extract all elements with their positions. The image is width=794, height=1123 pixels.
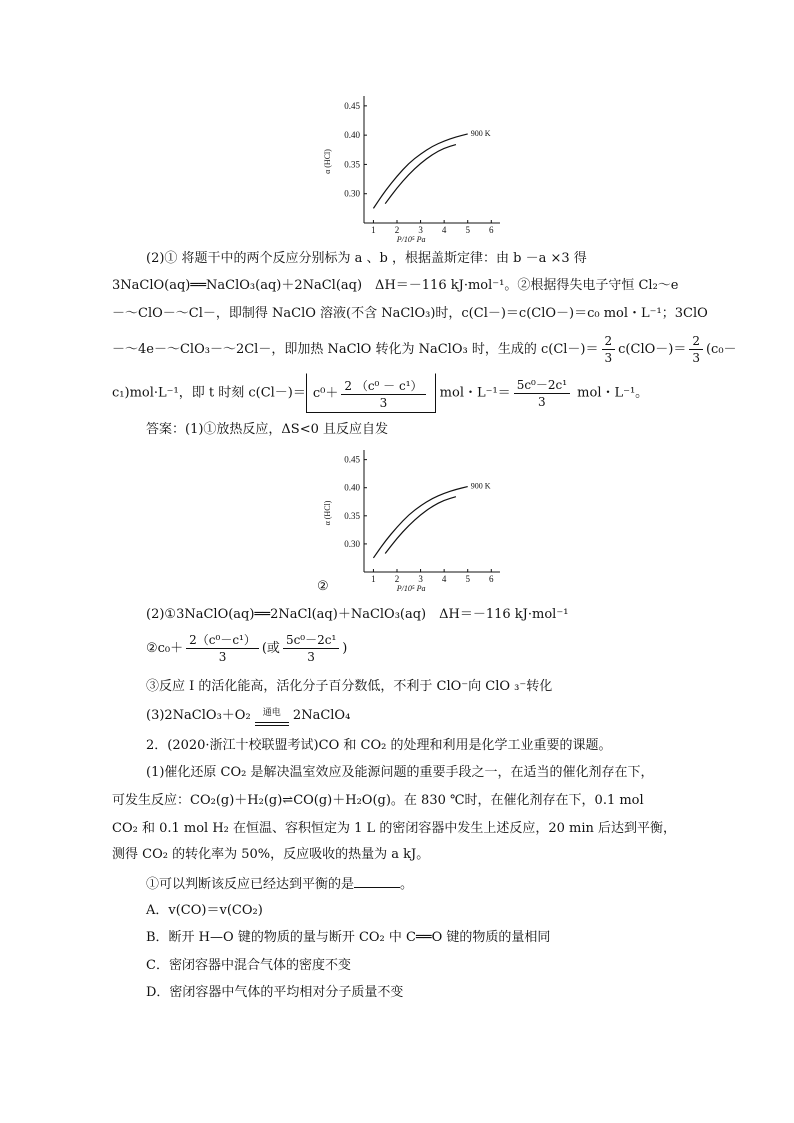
x-tick-label: 2 [394, 225, 400, 235]
y-tick-label: 0.30 [344, 188, 360, 199]
question-2-sub-1-end: 。 [400, 877, 414, 892]
p2-line-4 [112, 333, 737, 366]
question-2-line-1: (1)催化还原 CO₂ 是解决温室效应及能源问题的重要手段之一，在适当的催化剂存在下， [146, 765, 654, 780]
answer-2-3: ③反应 Ⅰ 的活化能高，活化分子百分数低，不利于 ClO⁻向 ClO ₃⁻转化 [146, 679, 553, 694]
answer-heading: 答案：(1)①放热反应，ΔS<0 且反应自发 [146, 422, 389, 437]
option-a: A．v(CO)＝v(CO₂) [146, 903, 263, 918]
question-2-line-2: 可发生反应：CO₂(g)＋H₂(g)⇌CO(g)＋H₂O(g)。在 830 ℃时，在催化剂存在下，0.1 mol [112, 793, 644, 808]
x-tick-label: 5 [465, 574, 470, 584]
p2-line-5 [112, 373, 648, 414]
y-tick-label: 0.30 [344, 538, 360, 549]
frac-den: 3 [604, 351, 613, 365]
question-2-line-3: CO₂ 和 0.1 mol H₂ 在恒温、容积恒定为 1 L 的密闭容器中发生上述反应，20 min 后达到平衡， [112, 821, 676, 836]
frac-num: 5c⁰－2c¹ [514, 377, 570, 394]
frac-ans-2 [283, 632, 339, 665]
y-tick-label: 0.40 [344, 482, 360, 493]
x-tick-label: 6 [489, 225, 494, 235]
option-d: D．密闭容器中气体的平均相对分子质量不变 [146, 985, 404, 1000]
x-axis-label: P/10⁵ Pa [396, 584, 426, 593]
answer-2-1: (2)①3NaClO(aq)══2NaCl(aq)＋NaClO₃(aq) ΔH＝－116 kJ·mol⁻¹ [146, 607, 569, 622]
p2-line-5-tail: mol・L⁻¹。 [573, 385, 649, 401]
answer-2-2b: (或 [261, 641, 280, 656]
p2-line-4c: (c₀－ [705, 342, 737, 357]
x-tick-label: 3 [418, 574, 423, 584]
p2-line-5a: c₁)mol·L⁻¹，即 t 时刻 c(Cl－)＝ [112, 385, 306, 401]
frac-2-3-a [602, 333, 616, 366]
p2-line-4a: －～4e－～ClO₃－～2Cl－，即加热 NaClO 转化为 NaClO₃ 时，生成的 c(Cl－)＝ [112, 342, 599, 357]
frac-num: 5c⁰－2c¹ [283, 632, 339, 649]
y-axis-label: α (HCl) [323, 149, 332, 174]
frac-ans-1 [186, 632, 259, 665]
frac-den: 3 [307, 650, 315, 664]
circle-2-label: ② [317, 579, 329, 594]
question-2-title: 2．(2020·浙江十校联盟考试)CO 和 CO₂ 的处理和利用是化学工业重要的课题。 [146, 738, 612, 753]
x-tick-label: 3 [418, 225, 423, 235]
question-2-line-4: 测得 CO₂ 的转化率为 50%，反应吸收的热量为 a kJ。 [112, 847, 430, 862]
frac-num: 2 [602, 333, 616, 350]
chart-2-svg [318, 444, 508, 594]
frac-num: 2 （c⁰ － c¹） [341, 378, 425, 395]
question-2-sub-1-text: ①可以判断该反应已经达到平衡的是 [146, 877, 355, 892]
option-b: B．断开 H—O 键的物质的量与断开 CO₂ 中 C══O 键的物质的量相同 [146, 930, 551, 945]
y-tick-label: 0.45 [344, 100, 360, 111]
arrow-label: 通电 [262, 708, 281, 718]
x-tick-label: 2 [394, 574, 400, 584]
y-tick-label: 0.40 [344, 130, 360, 141]
chart-2 [318, 444, 508, 594]
electrolysis-arrow [255, 708, 289, 726]
frac-2-3-b [689, 333, 703, 366]
x-tick-label: 6 [489, 574, 494, 584]
frac-num: 2 [689, 333, 703, 350]
x-tick-label: 4 [441, 225, 447, 235]
y-tick-label: 0.45 [344, 454, 360, 465]
x-tick-label: 4 [441, 574, 447, 584]
answer-3 [146, 706, 350, 726]
answer-3b: 2NaClO₄ [288, 708, 351, 723]
series-label: 900 K [470, 128, 491, 138]
frac-den: 3 [538, 394, 546, 409]
y-tick-label: 0.35 [344, 510, 360, 521]
answer-blank[interactable] [354, 873, 400, 888]
x-tick-label: 1 [371, 225, 376, 235]
series-label: 900 K [470, 481, 491, 491]
chart-1-svg [318, 90, 508, 245]
p2-line-1: (2)① 将题干中的两个反应分别标为 a 、b ，根据盖斯定律：由 b －a ×3 得 [146, 251, 587, 266]
answer-3a: (3)2NaClO₃＋O₂ [146, 708, 255, 723]
answer-2-2a: ②c₀＋ [146, 641, 184, 656]
frac-c0-c1 [341, 378, 425, 411]
y-axis-label: α (HCl) [323, 500, 332, 526]
chart-1 [318, 90, 508, 245]
answer-2-2c: ) [342, 641, 348, 656]
question-2-sub-1 [146, 873, 413, 895]
x-tick-label: 5 [465, 225, 470, 235]
p2-line-3: －～ClO－～Cl－，即制得 NaClO 溶液(不含 NaClO₃)时，c(Cl－)＝c(ClO－)＝c₀ mol・L⁻¹；3ClO [112, 306, 708, 321]
option-c: C．密闭容器中混合气体的密度不变 [146, 958, 351, 973]
frac-5c0-2c1 [514, 377, 570, 410]
frac-num: 2（c⁰－c¹） [186, 632, 259, 649]
frac-den: 3 [379, 395, 388, 410]
frac-den: 3 [218, 650, 227, 664]
answer-2-2 [146, 629, 347, 669]
frac-den: 3 [692, 351, 700, 365]
x-axis-label: P/10⁵ Pa [396, 235, 426, 244]
p2-line-5-unit: mol・L⁻¹＝ [435, 385, 511, 401]
c0-term: c⁰＋ [312, 386, 339, 401]
p2-line-2: 3NaClO(aq)══NaClO₃(aq)＋2NaCl(aq) ΔH＝－116 kJ·mol⁻¹。②根据得失电子守恒 Cl₂～e [112, 278, 679, 293]
x-tick-label: 1 [371, 574, 376, 584]
bracket [306, 373, 436, 413]
p2-line-4b: c(ClO－)＝ [618, 342, 687, 357]
y-tick-label: 0.35 [344, 159, 360, 170]
